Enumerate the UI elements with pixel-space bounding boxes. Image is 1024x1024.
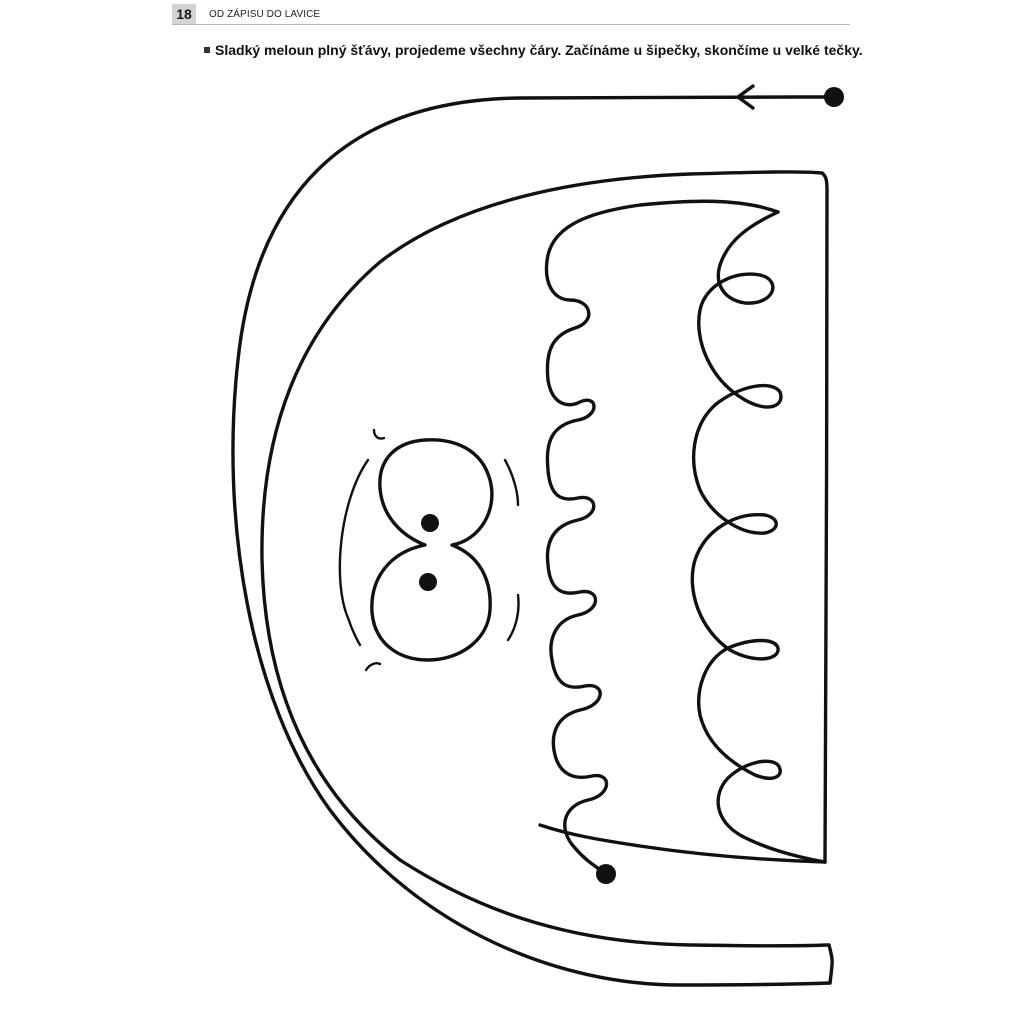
dimple-bottom-icon <box>366 663 380 670</box>
tracing-curl-line-right <box>692 212 825 862</box>
page-number: 18 <box>172 4 196 24</box>
start-dot <box>824 87 844 107</box>
end-dot <box>596 864 616 884</box>
smile-arc-left-icon <box>340 460 368 645</box>
right-pupil-icon <box>419 573 437 591</box>
instruction-text: Sladký meloun plný šťávy, projedeme všechny čáry. Začínáme u šipečky, skončíme u velké tečky. <box>215 42 863 58</box>
smile-arc-right-lower-icon <box>508 595 519 640</box>
melon-cut-edge <box>822 173 827 862</box>
rind-end-cap <box>829 945 832 983</box>
left-pupil-icon <box>421 514 439 532</box>
dimple-top-icon <box>374 430 384 439</box>
running-title: OD ZÁPISU DO LAVICE <box>209 9 321 20</box>
smile-arc-right-icon <box>505 460 518 505</box>
eyes-figure-eight-icon <box>372 440 492 660</box>
